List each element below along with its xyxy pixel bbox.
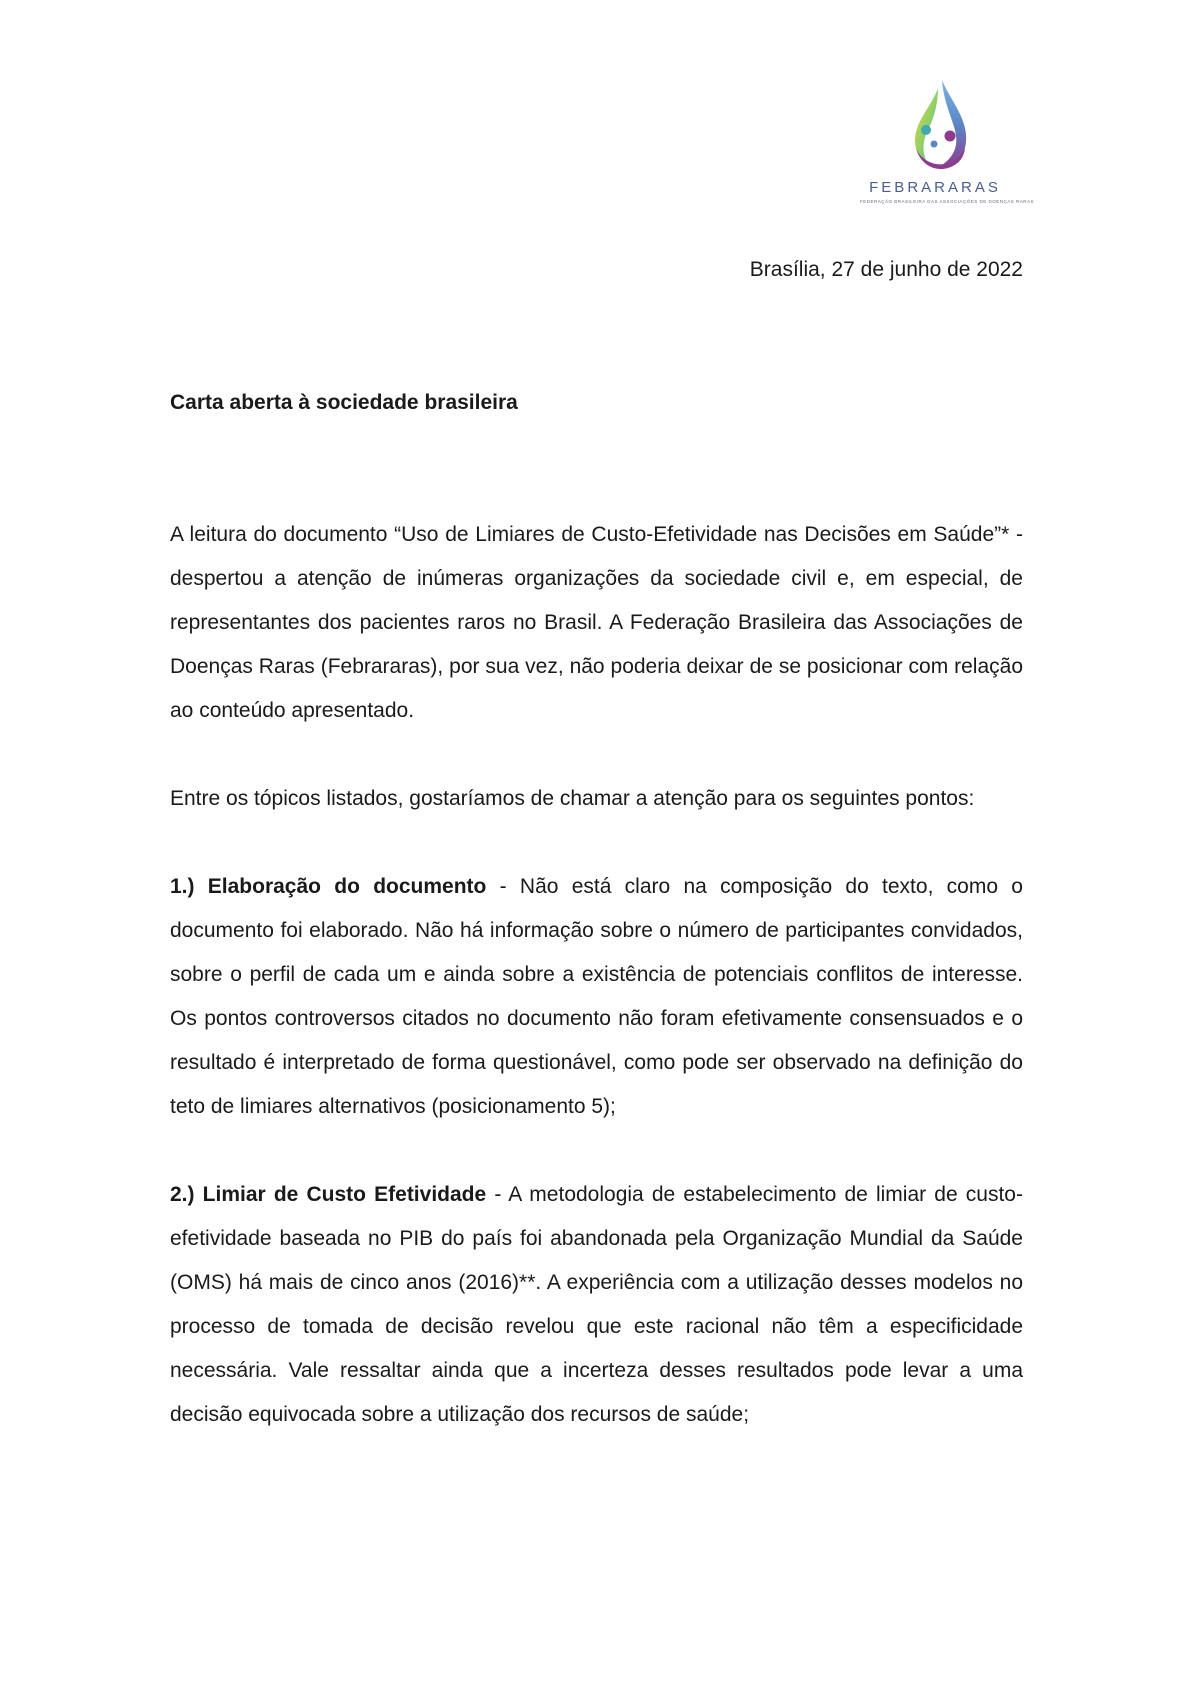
- drop-logo-icon: [898, 78, 978, 178]
- point-text: - Não está claro na composição do texto, como o documento foi elaborado. Não há informação sobre o número de participantes convidados, sobre o perfil de cada um e ainda sobre a existência de potenciais conflitos de interesse. Os pontos controversos citados no documento não foram efetivamente consensuados e o resultado é interpretado de forma questionável, como pode ser observado na definição do teto de limiares alternativos (posicionamento 5);: [170, 875, 1023, 1118]
- point-heading: 1.) Elaboração do documento: [170, 875, 487, 898]
- letter-title: Carta aberta à sociedade brasileira: [170, 391, 518, 414]
- point-text: - A metodologia de estabelecimento de limiar de custo-efetividade baseada no PIB do país foi abandonada pela Organização Mundial da Saúde (OMS) há mais de cinco anos (2016)**. A experiência com a utilização desses modelos no processo de tomada de decisão revelou que este racional não têm a especificidade necessária. Vale ressaltar ainda que a incerteza desses resultados pode levar a uma decisão equivocada sobre a utilização dos recursos de saúde;: [170, 1183, 1023, 1426]
- topics-intro-paragraph: Entre os tópicos listados, gostaríamos de chamar a atenção para os seguintes pontos:: [170, 787, 975, 810]
- point-heading: 2.) Limiar de Custo Efetividade: [170, 1183, 487, 1206]
- intro-paragraph: A leitura do documento “Uso de Limiares de Custo-Efetividade nas Decisões em Saúde”* - despertou a atenção de inúmeras organizações da sociedade civil e, em especial, de representantes dos pacientes raros no Brasil. A Federação Brasileira das Associações de Doenças Raras (Febrararas), por sua vez, não poderia deixar de se posicionar com relação ao conteúdo apresentado.: [170, 523, 1023, 722]
- logo-name: FEBRARARAS: [869, 179, 1001, 196]
- logo-subtitle: FEDERAÇÃO BRASILEIRA DAS ASSOCIAÇÕES DE DOENÇAS RARAS: [860, 199, 1035, 204]
- letter-date: Brasília, 27 de junho de 2022: [749, 258, 1023, 281]
- febrararas-logo: [860, 78, 1035, 208]
- point-paragraph: [170, 865, 1023, 1129]
- point-paragraph: [170, 1173, 1023, 1437]
